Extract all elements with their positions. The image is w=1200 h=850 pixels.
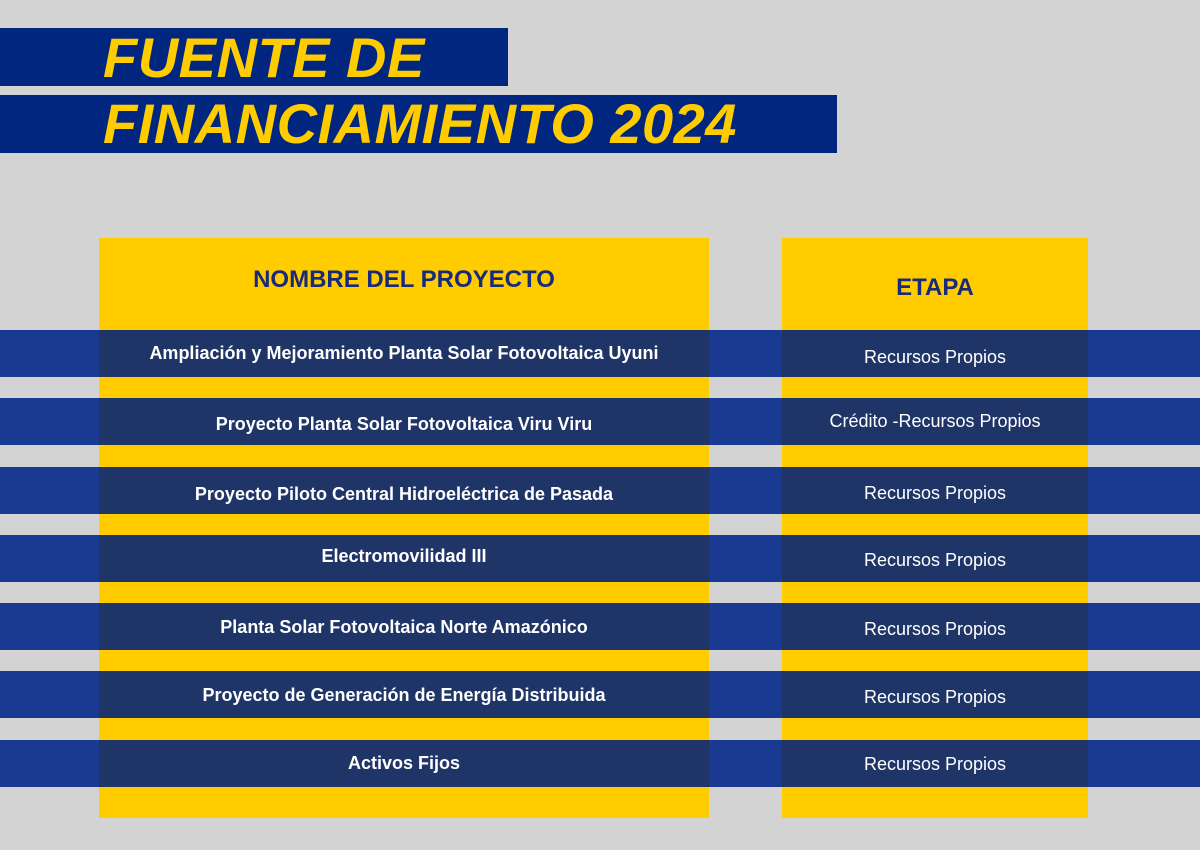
project-name: Proyecto Piloto Central Hidroeléctrica de Pasada [194,484,614,504]
stage-value: Crédito -Recursos Propios [829,411,1041,431]
stage-value: Recursos Propios [863,754,1007,774]
stage-value: Recursos Propios [863,550,1007,570]
stage-value: Recursos Propios [863,619,1007,639]
stage-value: Recursos Propios [863,483,1007,503]
page-title-line-1: FUENTE DE [103,26,425,89]
project-column-header: NOMBRE DEL PROYECTO [253,266,555,293]
stage-value: Recursos Propios [863,347,1007,367]
project-name: Activos Fijos [347,753,461,773]
project-name: Planta Solar Fotovoltaica Norte Amazónico [220,617,588,637]
project-column-background [99,238,709,818]
stage-column-header: ETAPA [896,274,974,301]
project-name: Proyecto de Generación de Energía Distribuida [202,685,606,705]
project-name: Ampliación y Mejoramiento Planta Solar Fotovoltaica Uyuni [149,343,659,363]
project-name: Proyecto Planta Solar Fotovoltaica Viru Viru [215,414,593,434]
stage-column-background [782,238,1088,818]
project-name: Electromovilidad III [321,546,487,566]
page-title-line-2: FINANCIAMIENTO 2024 [103,92,737,155]
stage-value: Recursos Propios [863,687,1007,707]
